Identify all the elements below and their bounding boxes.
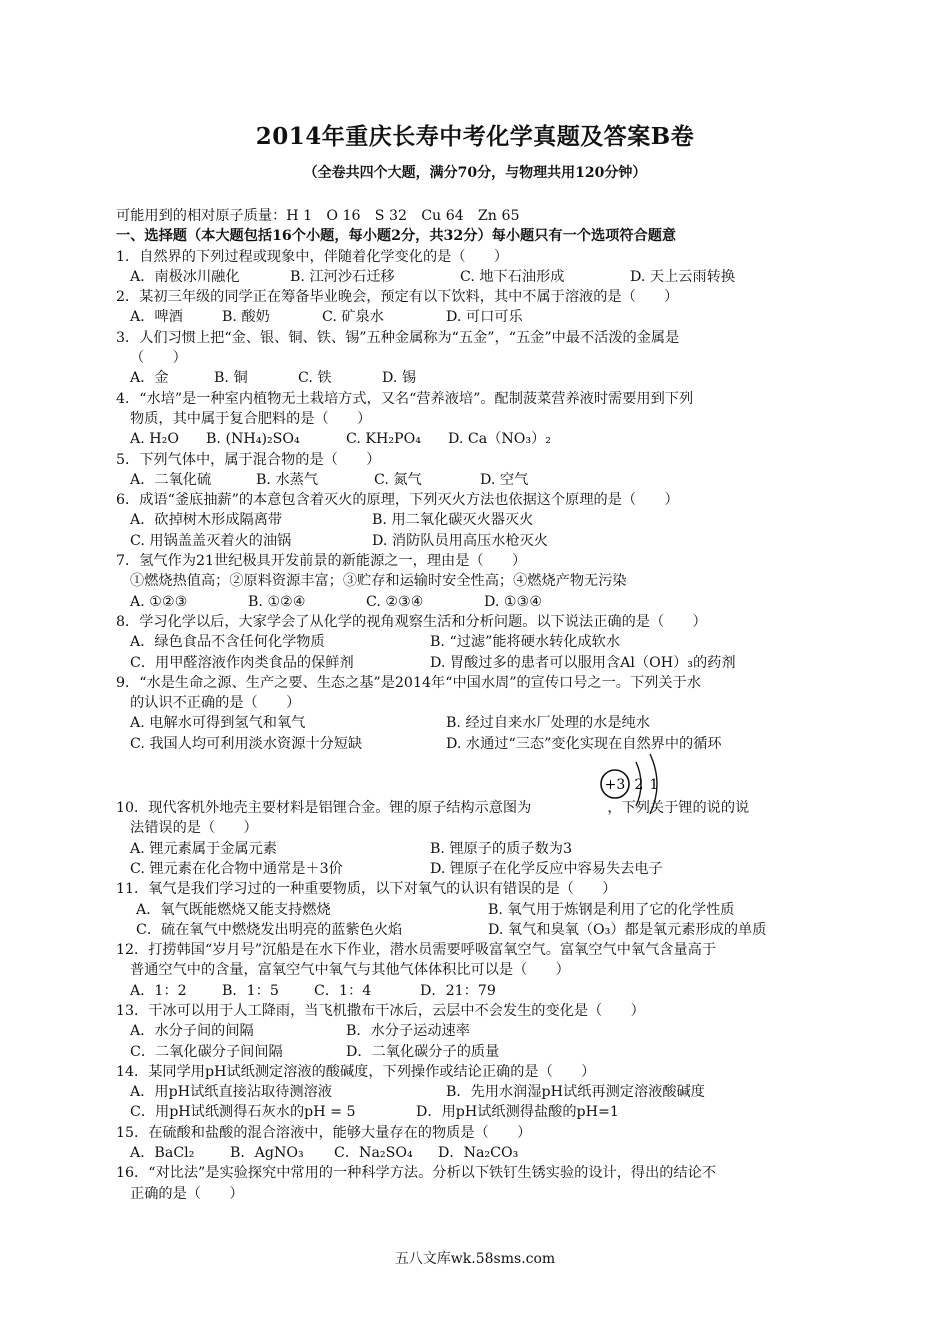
option: C．Na₂SO₄	[334, 1145, 413, 1162]
option: D．二氧化碳分子的质量	[346, 1043, 500, 1060]
option: C. KH₂PO₄	[346, 431, 421, 448]
option: D. ①③④	[484, 593, 543, 610]
atomic-masses: 可能用到的相对原子质量：H 1 O 16 S 32 Cu 64 Zn 65	[116, 208, 520, 224]
option: B. 水蒸气	[256, 471, 319, 488]
option: B. (NH₄)₂SO₄	[206, 431, 300, 448]
lithium-atom-diagram	[598, 748, 668, 818]
option: D. 消防队员用高压水枪灭火	[372, 532, 548, 549]
option: A．1：2	[130, 982, 187, 999]
nucleus-charge: +3	[604, 777, 626, 794]
question-stem-part: 10．现代客机外地壳主要材料是铝锂合金。锂的原子结构示意图为	[116, 800, 532, 817]
question-options	[116, 510, 846, 530]
option: C. 锂元素在化合物中通常是＋3价	[130, 860, 343, 877]
question-stem: 5．下列气体中，属于混合物的是（ ）	[116, 451, 381, 468]
option: C．1：4	[314, 982, 372, 999]
question-stem	[116, 777, 846, 818]
question-options	[116, 1102, 846, 1122]
option: C．用pH试纸测得石灰水的pH = 5	[130, 1104, 356, 1121]
option: D. 锡	[382, 370, 417, 387]
question-options	[116, 900, 846, 920]
question-stem: 13．干冰可以用于人工降雨，当飞机撒布干冰后，云层中不会发生的变化是（ ）	[116, 1002, 645, 1019]
section-heading: 一、选择题（本大题包括16个小题，每小题2分，共32分）每小题只有一个选项符合题意	[116, 228, 677, 245]
option: C. 矿泉水	[322, 309, 384, 326]
question-options	[116, 632, 846, 652]
question-options	[116, 368, 846, 388]
question-stem: 2．某初三年级的同学正在筹备毕业晚会，预定有以下饮料，其中不属于溶液的是（ ）	[116, 289, 679, 306]
option: D. 锂原子在化学反应中容易失去电子	[430, 860, 663, 877]
option: A．啤酒	[130, 309, 183, 326]
option: C. ②③④	[366, 593, 424, 610]
option: A．砍掉树木形成隔离带	[130, 512, 283, 529]
option: A. 电解水可得到氢气和氧气	[130, 715, 306, 732]
question-options	[116, 592, 846, 612]
question-options	[116, 920, 846, 940]
option: C．硫在氧气中燃烧发出明亮的蓝紫色火焰	[136, 921, 403, 938]
question-stem-cont: （ ）	[130, 350, 187, 367]
option: C．用甲醛溶液作肉类食品的保鲜剂	[130, 654, 354, 671]
option: C. 氮气	[374, 471, 422, 488]
page-subtitle: （全卷共四个大题，满分70分，与物理共用120分钟）	[303, 165, 647, 181]
option: A．金	[130, 370, 169, 387]
option: B. ①②④	[248, 593, 306, 610]
shell-electron-count: 1	[649, 777, 659, 794]
option: A．BaCl₂	[130, 1145, 195, 1162]
option: B. 江河沙石迁移	[290, 268, 395, 285]
question-stem: 9．“水是生命之源、生产之要、生态之基”是2014年“中国水周”的宣传口号之一。下列关于水	[116, 674, 701, 691]
question-options	[116, 267, 846, 287]
question-options	[116, 1021, 846, 1041]
question-stem-cont: 物质，其中属于复合肥料的是（ ）	[130, 410, 372, 427]
option: D. 空气	[480, 471, 529, 488]
question-stem: 3．人们习惯上把“金、银、铜、铁、锡”五种金属称为“五金”，“五金”中最不活泼的金属是	[116, 329, 680, 346]
question-stem: 4．“水培”是一种室内植物无土栽培方式，又名“营养液培”。配制菠菜营养液时需要用到下列	[116, 390, 694, 407]
option: D. 氧气和臭氧（O₃）都是氧元素形成的单质	[488, 921, 767, 938]
question-options	[116, 531, 846, 551]
question-stem: 11．氧气是我们学习过的一种重要物质，以下对氧气的认识有错误的是（ ）	[116, 881, 617, 898]
question-stem-part: ，下列关于锂的说的说	[607, 800, 750, 817]
question-options	[116, 1143, 846, 1163]
page-footer: 五八文库wk.58sms.com	[394, 1251, 556, 1267]
option: A. 锂元素属于金属元素	[130, 840, 277, 857]
question-options	[116, 429, 846, 449]
option: C．二氧化碳分子间间隔	[130, 1043, 283, 1060]
option: A．南极冰川融化	[130, 268, 240, 285]
option: B．AgNO₃	[230, 1145, 304, 1162]
shell-electron-count: 2	[634, 777, 644, 794]
option: C. 我国人均可利用淡水资源十分短缺	[130, 735, 363, 752]
option: D. 可口可乐	[446, 309, 523, 326]
question-stem-cont: 普通空气中的含量，富氧空气中氧气与其他气体体积比可以是（ ）	[130, 962, 570, 979]
option: B. 用二氧化碳灭火器灭火	[372, 512, 534, 529]
option: C. 地下石油形成	[460, 268, 565, 285]
option: D. 天上云雨转换	[630, 268, 736, 285]
question-stem: 14．某同学用pH试纸测定溶液的酸碱度，下列操作或结论正确的是（ ）	[116, 1063, 596, 1080]
question-stem-cont: ①燃烧热值高；②原料资源丰富；③贮存和运输时安全性高；④燃烧产物无污染	[130, 573, 627, 590]
option: B．先用水润湿pH试纸再测定溶液酸碱度	[446, 1084, 705, 1101]
option: B．1：5	[222, 982, 279, 999]
question-options	[116, 839, 846, 859]
option: B. 锂原子的质子数为3	[430, 840, 572, 857]
option: B. 氧气用于炼钢是利用了它的化学性质	[488, 901, 735, 918]
option: B. 铜	[214, 370, 248, 387]
page-title: 2014年重庆长寿中考化学真题及答案B卷	[255, 123, 695, 150]
question-stem: 12．打捞韩国“岁月号”沉船是在水下作业，潜水员需要呼吸富氧空气。富氧空气中氧气含量高于	[116, 942, 717, 959]
question-options	[116, 470, 846, 490]
question-options	[116, 859, 846, 879]
question-options	[116, 653, 846, 673]
question-stem-cont: 法错误的是（ ）	[130, 820, 258, 837]
question-stem: 15．在硫酸和盐酸的混合溶液中，能够大量存在的物质是（ ）	[116, 1124, 532, 1141]
option: B. “过滤”能将硬水转化成软水	[430, 634, 621, 651]
option: D．用pH试纸测得盐酸的pH=1	[416, 1104, 619, 1121]
question-options	[116, 713, 846, 733]
question-stem: 6．成语“釜底抽薪”的本意包含着灭火的原理，下列灭火方法也依据这个原理的是（ ）	[116, 492, 679, 509]
option: A．二氧化硫	[130, 471, 212, 488]
option: D. 水通过“三态”变化实现在自然界中的循环	[446, 735, 722, 752]
option: D. Ca（NO₃）₂	[448, 431, 551, 448]
question-stem-cont: 正确的是（ ）	[130, 1185, 244, 1202]
question-stem: 8．学习化学以后，大家学会了从化学的视角观察生活和分析问题。以下说法正确的是（ ）	[116, 613, 707, 630]
question-options	[116, 734, 846, 754]
option: B．水分子运动速率	[346, 1023, 470, 1040]
question-stem-cont: 的认识不正确的是（ ）	[130, 695, 301, 712]
option: A．绿色食品不含任何化学物质	[130, 634, 325, 651]
option: D．21：79	[420, 982, 496, 999]
question-stem: 7．氢气作为21世纪极具开发前景的新能源之一，理由是（ ）	[116, 553, 527, 570]
option: A．氧气既能燃烧又能支持燃烧	[136, 901, 331, 918]
option: C. 用锅盖盖灭着火的油锅	[130, 532, 292, 549]
option: B. 经过自来水厂处理的水是纯水	[446, 715, 650, 732]
question-options	[116, 307, 846, 327]
option: A．用pH试纸直接沾取待测溶液	[130, 1084, 332, 1101]
option: D. 胃酸过多的患者可以服用含Al（OH）₃的药剂	[430, 654, 736, 671]
option: B. 酸奶	[222, 309, 270, 326]
option: C. 铁	[298, 370, 332, 387]
question-options	[116, 1082, 846, 1102]
exam-content	[116, 206, 846, 1204]
option: D．Na₂CO₃	[438, 1145, 519, 1162]
option: A. ①②③	[130, 593, 188, 610]
question-options	[116, 981, 846, 1001]
option: A. H₂O	[130, 431, 179, 448]
question-stem: 16．“对比法”是实验探究中常用的一种科学方法。分析以下铁钉生锈实验的设计，得出的结论不	[116, 1165, 717, 1182]
question-stem: 1．自然界的下列过程或现象中，伴随着化学变化的是（ ）	[116, 248, 509, 265]
question-options	[116, 1042, 846, 1062]
option: A．水分子间的间隔	[130, 1023, 254, 1040]
